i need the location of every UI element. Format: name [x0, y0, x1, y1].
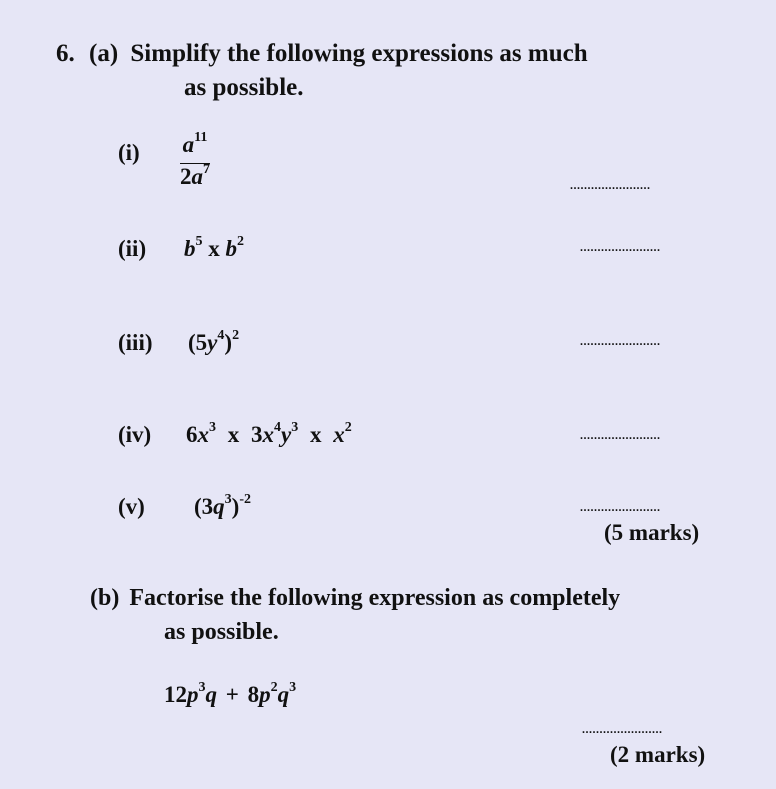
- question-number: 6.: [56, 40, 75, 67]
- question-header: [56, 40, 588, 68]
- item-iii-expression: $(5y^4)^2$: [188, 328, 240, 355]
- part-a-instruction-line1: Simplify the following expressions as much: [130, 40, 588, 67]
- part-b-marks: (2 marks): [610, 742, 706, 767]
- part-b-instruction-line1: Factorise the following expression as completely: [129, 585, 621, 611]
- part-b-header: [90, 585, 620, 612]
- fraction-denominator: $2a^7$: [180, 162, 210, 189]
- answer-line-i[interactable]: .......................: [570, 178, 651, 192]
- part-b-label: (b): [90, 585, 120, 611]
- item-v-expression: $(3q^3)^{-2}$: [194, 492, 252, 519]
- item-ii-expression: $b^5$ x $b^2$: [184, 234, 244, 261]
- part-a-marks: (5 marks): [604, 520, 700, 545]
- part-a-label: (a): [89, 40, 119, 67]
- answer-line-v[interactable]: .......................: [580, 500, 661, 514]
- item-ii-label: (ii): [118, 236, 147, 261]
- fraction-numerator: $a^{11}$: [180, 132, 210, 164]
- answer-line-iv[interactable]: .......................: [580, 428, 661, 442]
- item-iv-expression: $6x^3$ x $3x^4y^3$ x $x^2$: [186, 420, 352, 447]
- part-a-instruction-line2: as possible.: [184, 74, 304, 101]
- item-v-label: (v): [118, 494, 145, 519]
- item-i-fraction: [180, 132, 210, 194]
- item-iii-label: (iii): [118, 330, 153, 355]
- part-b-instruction-line2: as possible.: [164, 619, 279, 645]
- item-iv-label: (iv): [118, 422, 152, 447]
- item-i-label: (i): [118, 140, 140, 165]
- answer-line-ii[interactable]: .......................: [580, 240, 661, 254]
- part-b-expression: $12p^3q + 8p^2q^3$: [164, 680, 297, 707]
- answer-line-iii[interactable]: .......................: [580, 334, 661, 348]
- answer-line-b[interactable]: .......................: [582, 722, 663, 736]
